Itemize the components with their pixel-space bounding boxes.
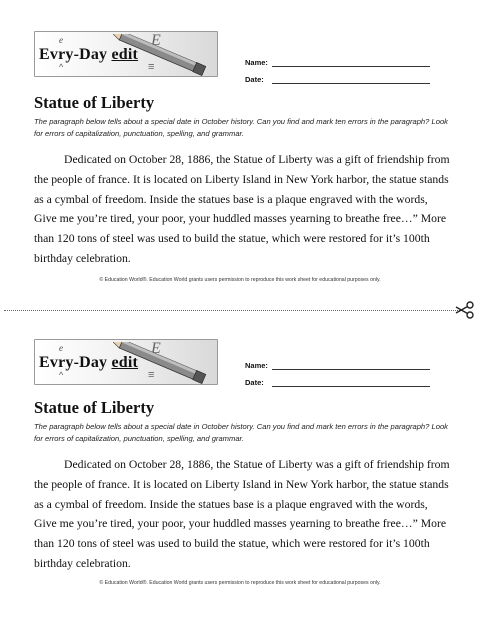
date-field[interactable]	[272, 83, 430, 84]
everyday-edit-logo	[34, 339, 218, 385]
pencil-icon	[113, 342, 217, 384]
logo-brand-word: Evry-Day	[39, 46, 107, 63]
date-label: Date:	[245, 378, 264, 387]
logo-eq-marks: ≡	[148, 62, 154, 73]
editing-paragraph: Dedicated on October 28, 1886, the Statue of Liberty was a gift of friendship from the people of france. It is located on Liberty Island in New York harbor, the statue stands as a cymbal of freedom. Inside the statues base is a plaque engraved with the words, Give me you’re tired, your poor, your huddled masses yearning to breathe free…” More than 120 tons of steel was used to build the statue, which were restored for it’s 100th birthday celebration.	[34, 455, 450, 574]
date-field[interactable]	[272, 386, 430, 387]
logo-edit-word: edit	[111, 46, 138, 63]
worksheet-title: Statue of Liberty	[34, 398, 154, 418]
copyright-notice: © Education World®. Education World grants users permission to reproduce this work sheet for educational purposes only.	[0, 277, 480, 283]
copyright-notice: © Education World®. Education World grants users permission to reproduce this work sheet for educational purposes only.	[0, 580, 480, 586]
logo-small-e: e	[59, 35, 63, 45]
worksheet-title: Statue of Liberty	[34, 93, 154, 113]
name-field[interactable]	[272, 369, 430, 370]
date-label: Date:	[245, 75, 264, 84]
name-label: Name:	[245, 58, 268, 67]
everyday-edit-logo	[34, 31, 218, 77]
logo-big-e: E	[151, 340, 161, 358]
logo-brand-word: Evry-Day	[39, 354, 107, 371]
worksheet-bottom	[0, 322, 480, 622]
pencil-icon	[113, 34, 217, 76]
logo-big-e: E	[151, 32, 161, 50]
logo-caret: ^	[59, 62, 63, 72]
instructions: The paragraph below tells about a special date in October history. Can you find and mark ten errors in the paragraph? Look for errors of capitalization, punctuation, spelling, and grammar.	[34, 116, 454, 140]
editing-paragraph: Dedicated on October 28, 1886, the Statue of Liberty was a gift of friendship from the people of france. It is located on Liberty Island in New York harbor, the statue stands as a cymbal of freedom. Inside the statues base is a plaque engraved with the words, Give me you’re tired, your poor, your huddled masses yearning to breathe free…” More than 120 tons of steel was used to build the statue, which were restored for it’s 100th birthday celebration.	[34, 150, 450, 269]
logo-caret: ^	[59, 370, 63, 380]
logo-edit-word: edit	[111, 354, 138, 371]
name-label: Name:	[245, 361, 268, 370]
cut-line	[4, 310, 460, 311]
instructions: The paragraph below tells about a special date in October history. Can you find and mark ten errors in the paragraph? Look for errors of capitalization, punctuation, spelling, and grammar.	[34, 421, 454, 445]
logo-eq-marks: ≡	[148, 370, 154, 381]
scissors-icon	[455, 301, 475, 319]
logo-small-e: e	[59, 343, 63, 353]
name-field[interactable]	[272, 66, 430, 67]
worksheet-top	[0, 0, 480, 300]
